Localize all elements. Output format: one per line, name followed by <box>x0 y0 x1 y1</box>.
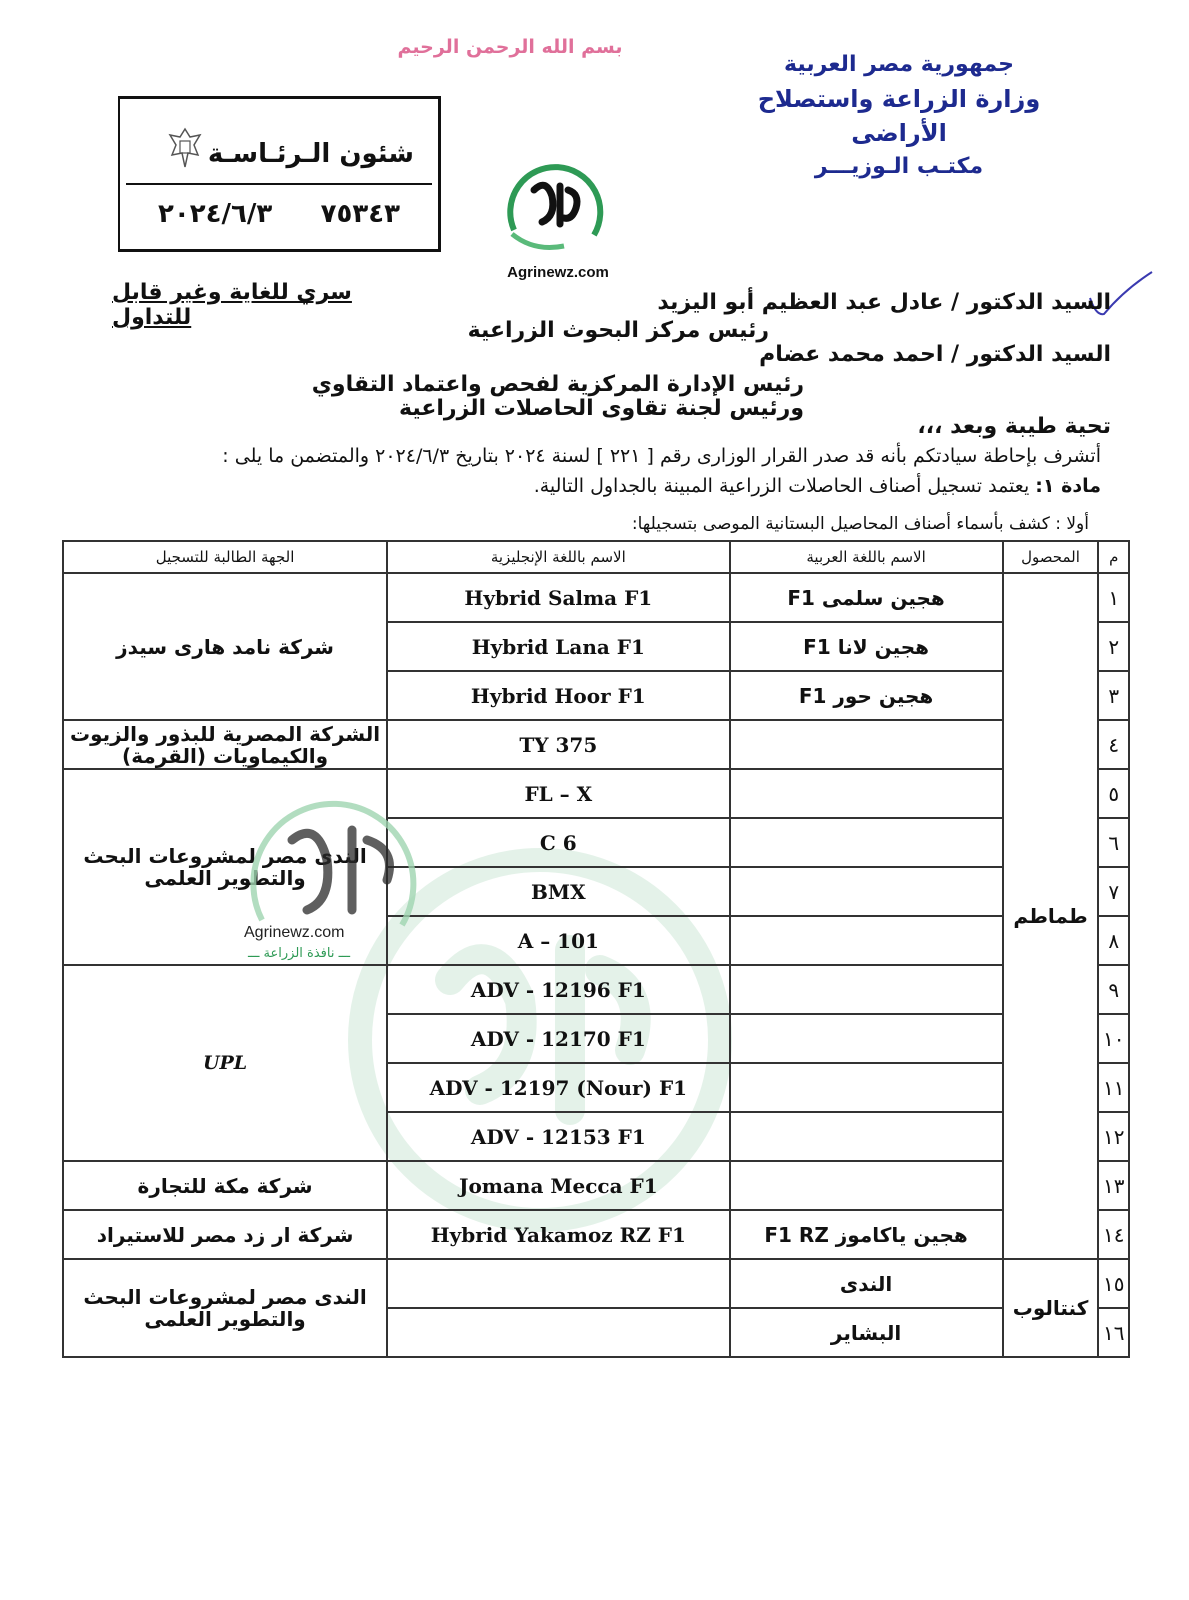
row-number: ٧ <box>1098 867 1129 916</box>
row-number: ٨ <box>1098 916 1129 965</box>
row-number: ١٦ <box>1098 1308 1129 1357</box>
arabic-name: هجين سلمى F1 <box>730 573 1003 622</box>
row-number: ١ <box>1098 573 1129 622</box>
table-row <box>63 1161 1129 1210</box>
arabic-name <box>730 769 1003 818</box>
english-name: ADV - 12196 F1 <box>387 965 729 1014</box>
arabic-name <box>730 867 1003 916</box>
letterhead-line: وزارة الزراعة واستصلاح الأراضى <box>757 85 1041 147</box>
row-number: ٦ <box>1098 818 1129 867</box>
letterhead <box>739 48 1059 184</box>
divider <box>126 183 432 185</box>
article-label: مادة ١: <box>1035 475 1101 497</box>
body-line: أتشرف بإحاطة سيادتكم بأنه قد صدر القرار الوزارى رقم [ ٢٢١ ] لسنة ٢٠٢٤ بتاريخ ٢٠٢٤/٦/٣ والمتضمن ما يلى : <box>222 445 1101 467</box>
table-row <box>63 1210 1129 1259</box>
arabic-name <box>730 1014 1003 1063</box>
arabic-name <box>730 916 1003 965</box>
row-number: ١٥ <box>1098 1259 1129 1308</box>
table-header-row <box>63 541 1129 573</box>
logo-url: Agrinewz.com <box>244 924 345 941</box>
requester-cell: شركة مكة للتجارة <box>63 1161 387 1210</box>
basmala: بسم الله الرحمن الرحيم <box>397 36 623 58</box>
recipient-2-name: السيد الدكتور / احمد محمد عضام <box>759 342 1111 367</box>
letterhead-line: مكتـب الـوزيـــر <box>814 154 984 179</box>
arabic-name: هجين ياكاموز F1 RZ <box>730 1210 1003 1259</box>
english-name: Jomana Mecca F1 <box>387 1161 729 1210</box>
eagle-emblem-icon <box>166 125 204 171</box>
table-intro: أولا : كشف بأسماء أصناف المحاصيل البستانية الموصى بتسجيلها: <box>631 514 1089 534</box>
english-name: C 6 <box>387 818 729 867</box>
row-number: ٤ <box>1098 720 1129 769</box>
row-number: ٥ <box>1098 769 1129 818</box>
requester-cell: الندى مصر لمشروعات البحث والتطوير العلمى <box>63 1259 387 1357</box>
col-header: الاسم باللغة الإنجليزية <box>387 541 729 573</box>
crop-cell: طماطم <box>1003 573 1099 1259</box>
table-row <box>63 720 1129 769</box>
english-name <box>387 1308 729 1357</box>
row-number: ١٣ <box>1098 1161 1129 1210</box>
arabic-name <box>730 1161 1003 1210</box>
recipient-1-role: رئيس مركز البحوث الزراعية <box>467 318 769 343</box>
arabic-name <box>730 965 1003 1014</box>
ref-number: ٧٥٣٤٣ <box>320 199 400 229</box>
english-name: Hybrid Hoor F1 <box>387 671 729 720</box>
col-header: المحصول <box>1003 541 1099 573</box>
requester-cell: شركة نامد هارى سيدز <box>63 573 387 720</box>
row-number: ٩ <box>1098 965 1129 1014</box>
arabic-name: هجين حور F1 <box>730 671 1003 720</box>
english-name <box>387 1259 729 1308</box>
recipient-2-role: ورئيس لجنة تقاوى الحاصلات الزراعية <box>399 396 804 421</box>
arabic-name: الندى <box>730 1259 1003 1308</box>
requester-cell: الشركة المصرية للبذور والزيوت والكيماويات (القرمة) <box>63 720 387 769</box>
table-row <box>63 1259 1129 1308</box>
logo-tagline: ـــ نافذة الزراعة ـــ <box>248 946 351 961</box>
recipient-1-name: السيد الدكتور / عادل عبد العظيم أبو اليزيد <box>657 290 1111 315</box>
english-name: TY 375 <box>387 720 729 769</box>
arabic-name <box>730 1112 1003 1161</box>
ref-title: شئون الـرئـاسـة <box>207 139 414 169</box>
col-header: الجهة الطالبة للتسجيل <box>63 541 387 573</box>
agrinewz-logo-icon <box>494 160 612 260</box>
requester-cell: شركة ار زد مصر للاستيراد <box>63 1210 387 1259</box>
arabic-name <box>730 1063 1003 1112</box>
col-header: الاسم باللغة العربية <box>730 541 1003 573</box>
english-name: A – 101 <box>387 916 729 965</box>
logo-url: Agrinewz.com <box>507 264 609 281</box>
table-row <box>63 573 1129 622</box>
english-name: ADV - 12197 (Nour) F1 <box>387 1063 729 1112</box>
greeting: تحية طيبة وبعد ،،، <box>917 414 1111 439</box>
row-number: ٣ <box>1098 671 1129 720</box>
letterhead-line: جمهورية مصر العربية <box>784 52 1014 77</box>
arabic-name <box>730 720 1003 769</box>
article-text: يعتمد تسجيل أصناف الحاصلات الزراعية المبينة بالجداول التالية. <box>533 475 1030 497</box>
row-number: ١٤ <box>1098 1210 1129 1259</box>
english-name: ADV - 12153 F1 <box>387 1112 729 1161</box>
reference-stamp-box <box>118 96 441 252</box>
requester-cell: الندى مصر لمشروعات البحث والتطوير العلمى <box>63 769 387 965</box>
crop-cell: كنتالوب <box>1003 1259 1099 1357</box>
english-name: Hybrid Lana F1 <box>387 622 729 671</box>
ref-date: ٢٠٢٤/٦/٣ <box>158 199 273 229</box>
arabic-name <box>730 818 1003 867</box>
english-name: BMX <box>387 867 729 916</box>
english-name: FL – X <box>387 769 729 818</box>
row-number: ١١ <box>1098 1063 1129 1112</box>
col-header: م <box>1098 541 1129 573</box>
arabic-name: هجين لانا F1 <box>730 622 1003 671</box>
recipient-2-role: رئيس الإدارة المركزية لفحص واعتماد التقاوي <box>311 372 804 397</box>
english-name: Hybrid Yakamoz RZ F1 <box>387 1210 729 1259</box>
row-number: ٢ <box>1098 622 1129 671</box>
requester-cell: UPL <box>63 965 387 1161</box>
body-line <box>534 475 1101 497</box>
arabic-name: البشاير <box>730 1308 1003 1357</box>
english-name: Hybrid Salma F1 <box>387 573 729 622</box>
classification-label: سري للغاية وغير قابل للتداول <box>112 280 352 330</box>
english-name: ADV - 12170 F1 <box>387 1014 729 1063</box>
row-number: ١٠ <box>1098 1014 1129 1063</box>
row-number: ١٢ <box>1098 1112 1129 1161</box>
